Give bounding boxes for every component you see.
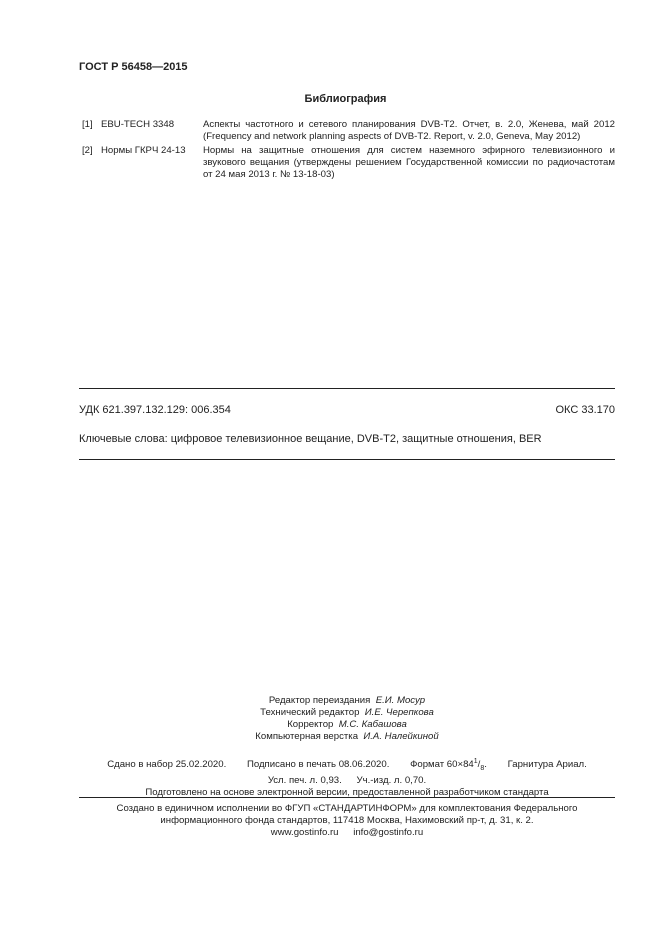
udk-code: УДК 621.397.132.129: 006.354	[79, 404, 231, 416]
editor-line	[79, 707, 615, 719]
entry-number: [2]	[82, 145, 93, 156]
editor-name: И.Е. Черепкова	[364, 707, 434, 718]
editor-role: Компьютерная верстка	[255, 731, 359, 742]
editor-name: И.А. Налейкиной	[363, 731, 439, 742]
email-link[interactable]: info@gostinfo.ru	[353, 827, 424, 838]
imprint-line	[79, 775, 615, 787]
website-link[interactable]: www.gostinfo.ru	[270, 827, 339, 838]
publishing-sheets: Уч.-изд. л. 0,70.	[356, 775, 427, 787]
editor-line	[79, 695, 615, 707]
entry-description: Нормы на защитные отношения для систем наземного эфирного телевизионного и звукового вещания (утверждены решением Государственной комиссии по радиочастотам от 24 мая 2013 г. № 13-18-03)	[203, 145, 615, 180]
divider	[79, 388, 615, 389]
entry-reference: Нормы ГКРЧ 24-13	[101, 145, 186, 156]
print-sheets: Усл. печ. л. 0,93.	[267, 775, 342, 787]
editors-block	[79, 695, 615, 743]
footer-line-2: информационного фонда стандартов, 117418 Москва, Нахимовский пр-т, д. 31, к. 2.	[160, 815, 534, 826]
imprint-block	[79, 756, 615, 799]
editor-name: М.С. Кабашова	[338, 719, 407, 730]
paper-format: Формат $60\times 84^1/_8$.	[410, 758, 487, 773]
typeface: Гарнитура Ариал.	[507, 759, 587, 771]
oks-code: ОКС 33.170	[555, 404, 615, 416]
editor-line	[79, 731, 615, 743]
imprint-line	[79, 756, 615, 775]
prepared-note: Подготовлено на основе электронной версии, предоставленной разработчиком стандарта	[145, 787, 549, 799]
editor-role: Корректор	[287, 719, 334, 730]
editor-name: Е.И. Мосур	[375, 695, 426, 706]
footer-block	[79, 803, 615, 839]
editor-role: Редактор переиздания	[268, 695, 371, 706]
entry-reference: EBU-TECH 3348	[101, 119, 175, 130]
bibliography-title: Библиография	[304, 93, 387, 105]
entry-number: [1]	[82, 119, 93, 130]
divider	[79, 459, 615, 460]
editor-line	[79, 719, 615, 731]
footer-contacts	[79, 827, 615, 839]
footer-line-1: Создано в единичном исполнении во ФГУП «СТАНДАРТИНФОРМ» для комплектования Федерального	[116, 803, 578, 814]
entry-description: Аспекты частотного и сетевого планирования DVB-T2. Отчет, в. 2.0, Женева, май 2012 (Frequency and network planning aspects of DVB-T2. Report, v. 2.0, Geneva, May 2012)	[203, 119, 615, 142]
keywords: Ключевые слова: цифровое телевизионное вещание, DVB-T2, защитные отношения, BER	[79, 433, 542, 445]
signed-date: Подписано в печать 08.06.2020.	[246, 759, 390, 771]
editor-role: Технический редактор	[260, 707, 360, 718]
standard-id: ГОСТ Р 56458—2015	[79, 61, 188, 73]
divider	[79, 797, 615, 798]
submitted-date: Сдано в набор 25.02.2020.	[107, 759, 227, 771]
